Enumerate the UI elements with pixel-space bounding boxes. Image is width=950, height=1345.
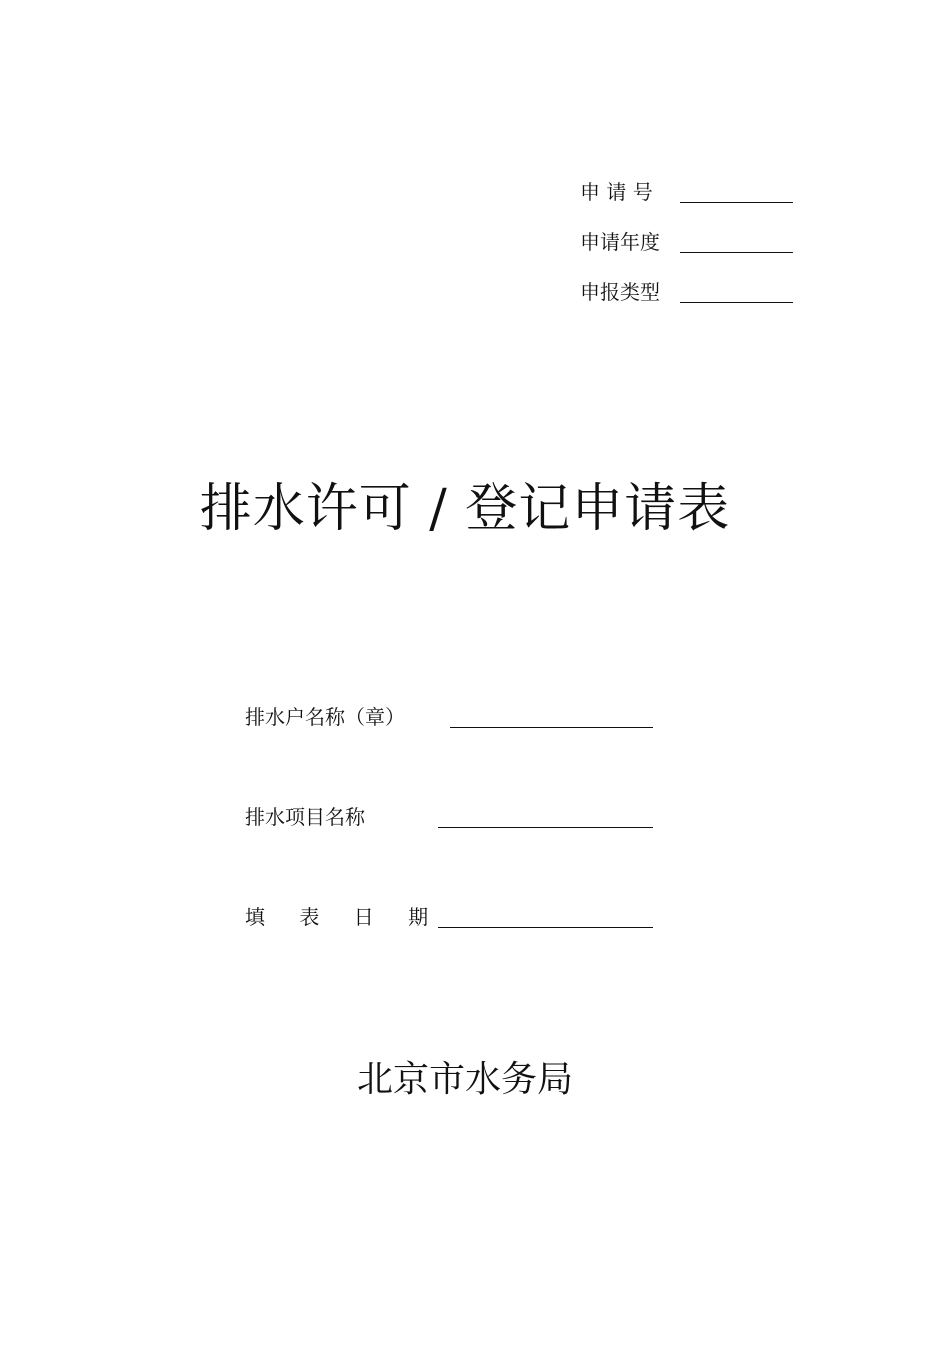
project-name-label: 排水项目名称 — [245, 805, 365, 829]
declaration-type-label: 申报类型 — [580, 280, 660, 304]
declaration-type-blank[interactable] — [680, 302, 793, 303]
household-name-blank[interactable] — [450, 727, 653, 728]
application-year-label: 申请年度 — [580, 230, 660, 254]
page-title: 排水许可 / 登记申请表 — [199, 479, 731, 539]
project-name-blank[interactable] — [438, 827, 653, 828]
fill-date-label: 填 表 日 期 — [245, 905, 443, 929]
application-number-label: 申 请 号 — [580, 180, 653, 204]
issuing-authority: 北京市水务局 — [356, 1059, 573, 1100]
household-name-label: 排水户名称（章） — [245, 705, 405, 729]
application-number-blank[interactable] — [680, 202, 793, 203]
application-year-blank[interactable] — [680, 252, 793, 253]
fill-date-blank[interactable] — [438, 927, 653, 928]
